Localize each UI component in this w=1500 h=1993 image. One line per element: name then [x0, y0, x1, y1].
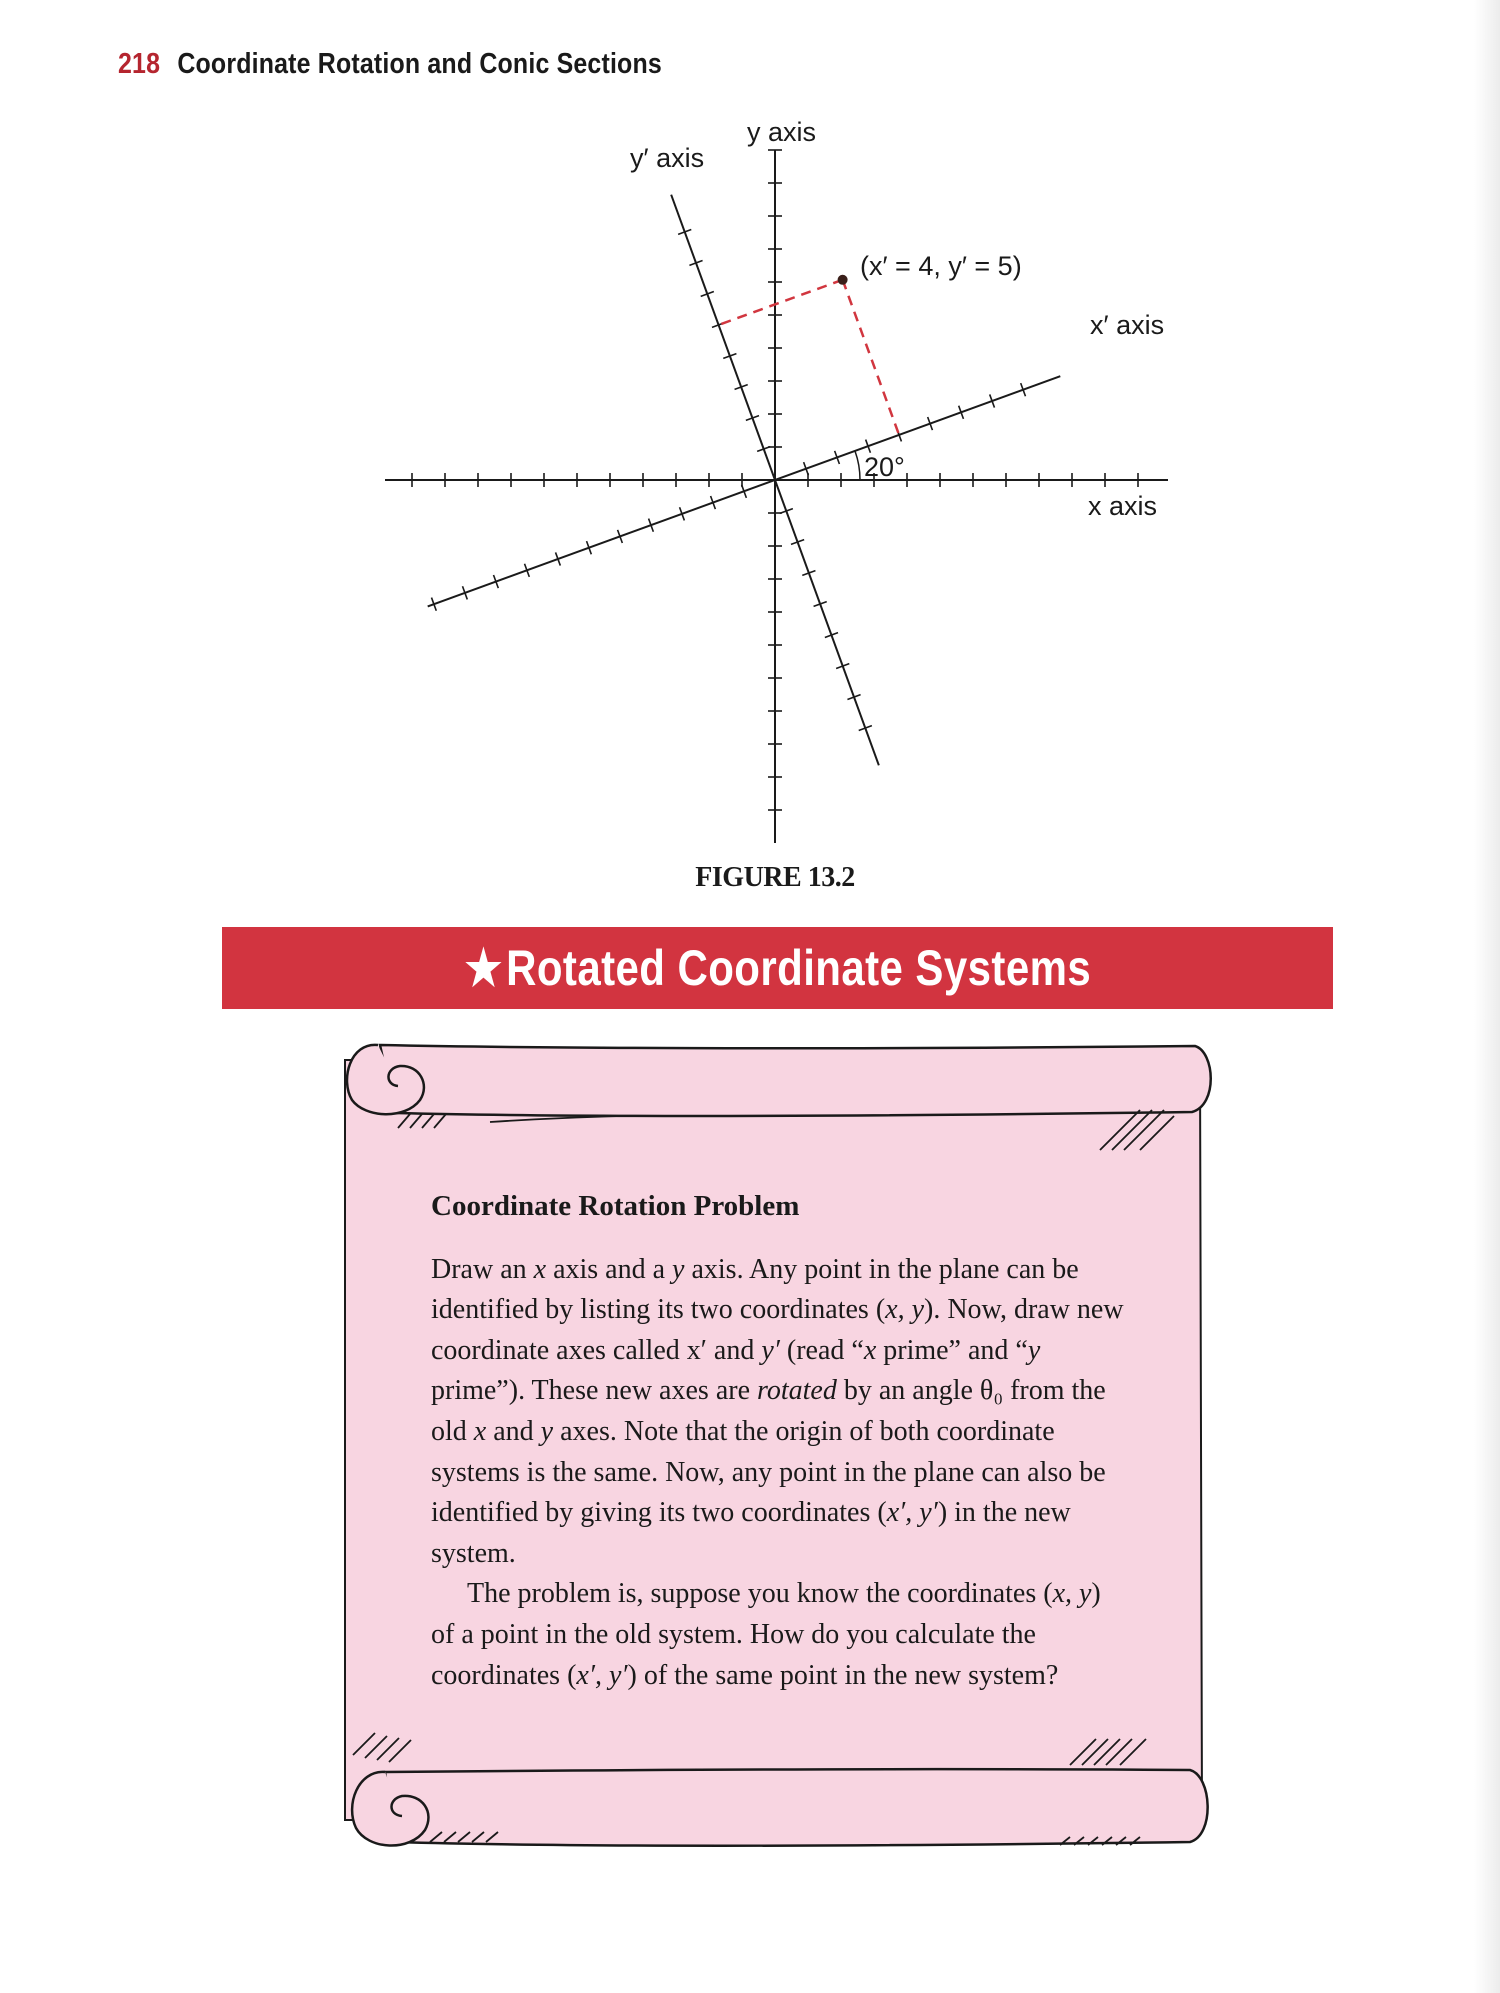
x-axis-label: x axis [1088, 491, 1158, 521]
box-paragraph-2: The problem is, suppose you know the coordinates (x, y) of a point in the old system. How do you calculate the coordinates (x′, y′) of the same point in the new system? [431, 1578, 1101, 1691]
figure-caption: FIGURE 13.2 [695, 862, 855, 893]
page-number: 218 [118, 48, 161, 80]
section-title-text: Rotated Coordinate Systems [505, 940, 1091, 996]
angle-label: 20° [864, 452, 905, 482]
scroll-bottom-roll [385, 1769, 1208, 1846]
scroll-text [431, 1186, 1131, 1696]
y-prime-axis-label: y′ axis [630, 143, 705, 173]
star-icon: ★ [464, 940, 503, 996]
x-prime-axis-label: x′ axis [1090, 310, 1165, 340]
point-label: (x′ = 4, y′ = 5) [860, 251, 1022, 281]
chapter-title: Coordinate Rotation and Conic Sections [177, 48, 662, 80]
box-paragraph-1: Draw an x axis and a y axis. Any point in the plane can be identified by listing its two coordinates (x, y). Now, draw new coordinate axes called x′ and y′ (read “x prime” and “y prime”). These new axes are rotated by an angle θ₀ from the old x and y axes. Note that the origin of both coordinate systems is the same. Now, any point in the plane can also be identified by giving its two coordinates (x′, y′) in the new system. [431, 1253, 1124, 1569]
box-title: Coordinate Rotation Problem [431, 1190, 800, 1222]
y-axis-label: y axis [747, 117, 817, 147]
scroll-top-roll [380, 1045, 1211, 1116]
